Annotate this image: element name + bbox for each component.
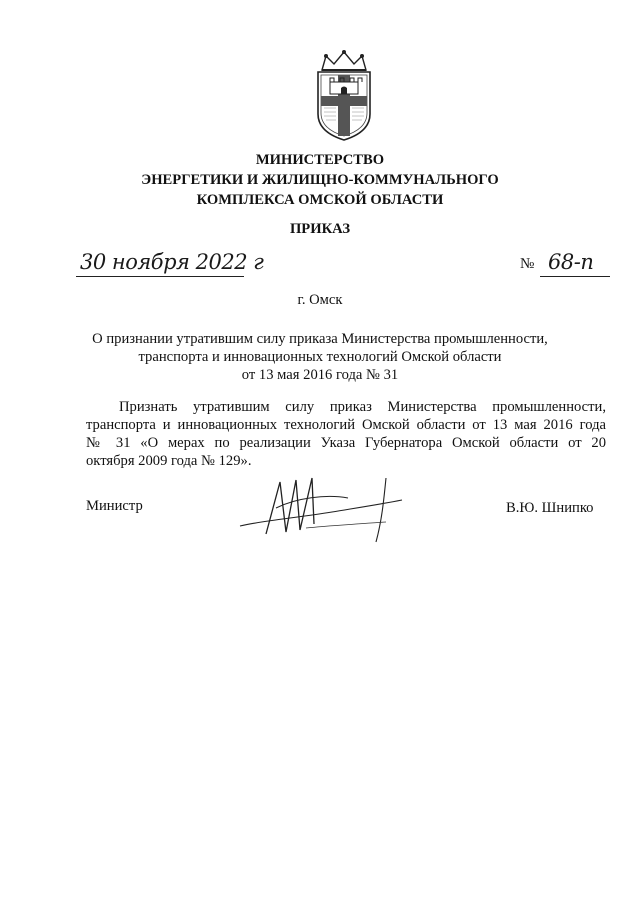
order-number-handwritten: 68-п [548,250,594,274]
body-line: октября 2009 года № 129». [86,453,252,469]
order-number-label: № [520,256,535,272]
ministry-name-line-1: МИНИСТЕРСТВО [255,152,385,168]
signer-position: Министр [86,498,143,514]
body-line: транспорта и инновационных технологий Омской области от 13 мая 2016 года [86,417,606,433]
ministry-name-line-3: КОМПЛЕКСА ОМСКОЙ ОБЛАСТИ [196,192,444,208]
handwritten-signature [236,468,406,544]
coat-of-arms-emblem [308,48,380,144]
body-line: № 31 «О мерах по реализации Указа Губернатора Омской области от 20 [86,435,606,451]
order-body-paragraph [86,398,606,470]
date-underline [76,276,244,277]
number-underline [540,276,610,277]
body-line: Признать утратившим силу приказ Министерства промышленности, [119,399,606,415]
order-heading-line-3: от 13 мая 2016 года № 31 [241,367,399,383]
ministry-name-line-2: ЭНЕРГЕТИКИ И ЖИЛИЩНО-КОММУНАЛЬНОГО [141,172,499,188]
order-date-handwritten: 30 ноября 2022 г [80,250,264,274]
document-type-title: ПРИКАЗ [289,221,351,237]
issue-city: г. Омск [297,292,343,308]
order-heading-line-1: О признании утратившим силу приказа Министерства промышленности, [92,331,548,347]
order-heading-line-2: транспорта и инновационных технологий Омской области [138,349,502,365]
signer-name: В.Ю. Шнипко [506,500,594,516]
